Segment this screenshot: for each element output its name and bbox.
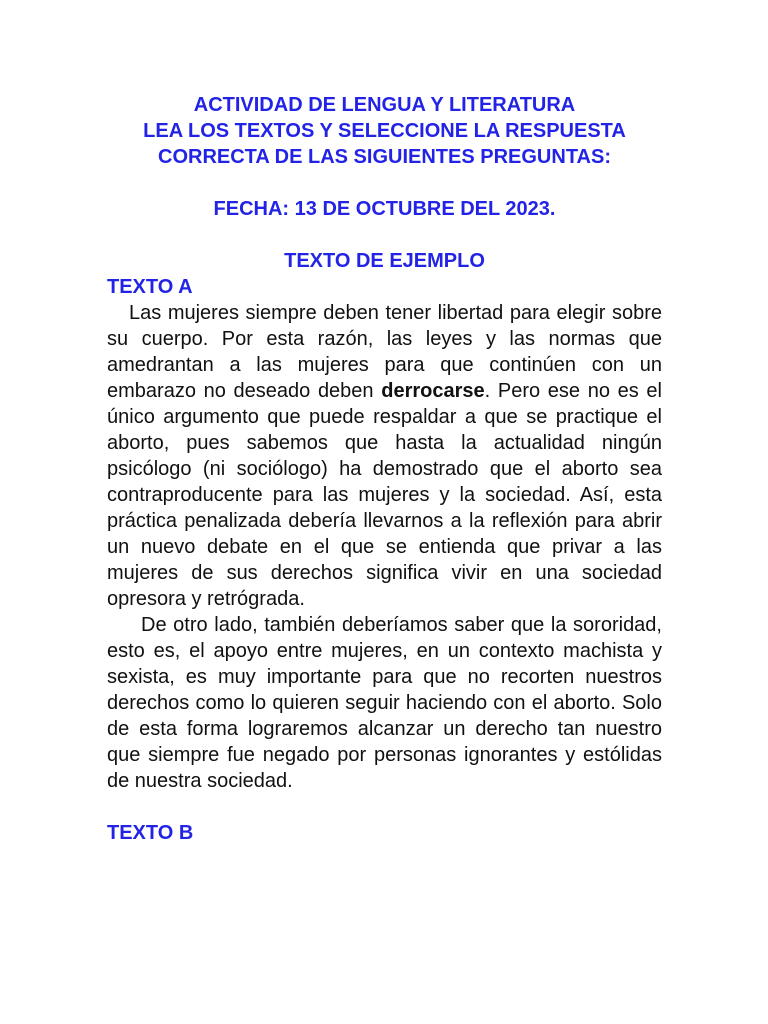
- example-heading: TEXTO DE EJEMPLO: [284, 250, 485, 272]
- title-line-2: LEA LOS TEXTOS Y SELECCIONE LA RESPUESTA: [143, 120, 626, 142]
- text-a-label: TEXTO A: [107, 276, 193, 298]
- text-a-paragraph-1: [107, 300, 662, 612]
- text-b-label: TEXTO B: [107, 822, 194, 844]
- text-a-p1-start: Las mujeres siempre deben tener libertad para elegir sobre su cuerpo. Por esta razón, las leyes y las normas que amedrantan a las mujeres para que continúen con un embarazo no deseado deben: [107, 302, 662, 402]
- activity-date: FECHA: 13 DE OCTUBRE DEL 2023.: [213, 198, 556, 220]
- activity-title: [107, 92, 662, 170]
- title-line-1: ACTIVIDAD DE LENGUA Y LITERATURA: [193, 94, 576, 116]
- text-a-p1-bold-word: derrocarse: [381, 380, 485, 402]
- text-a-paragraph-2: De otro lado, también deberíamos saber que la sororidad, esto es, el apoyo entre mujeres, en un contexto machista y sexista, es muy importante para que no recorten nuestros derechos como lo quieren seguir haciendo con el aborto. Solo de esta forma lograremos alcanzar un derecho tan nuestro que siempre fue negado por personas ignorantes y estólidas de nuestra sociedad.: [107, 614, 662, 792]
- title-line-3: CORRECTA DE LAS SIGUIENTES PREGUNTAS:: [158, 146, 611, 168]
- document-page: [107, 92, 662, 846]
- text-a-p1-end: . Pero ese no es el único argumento que puede respaldar a que se practique el aborto, pues sabemos que hasta la actualidad ningún psicólogo (ni sociólogo) ha demostrado que el aborto sea contraproducente para las mujeres y la sociedad. Así, esta práctica penalizada debería llevarnos a la reflexión para abrir un nuevo debate en el que se entienda que privar a las mujeres de sus derechos significa vivir en una sociedad opresora y retrógrada.: [107, 380, 662, 610]
